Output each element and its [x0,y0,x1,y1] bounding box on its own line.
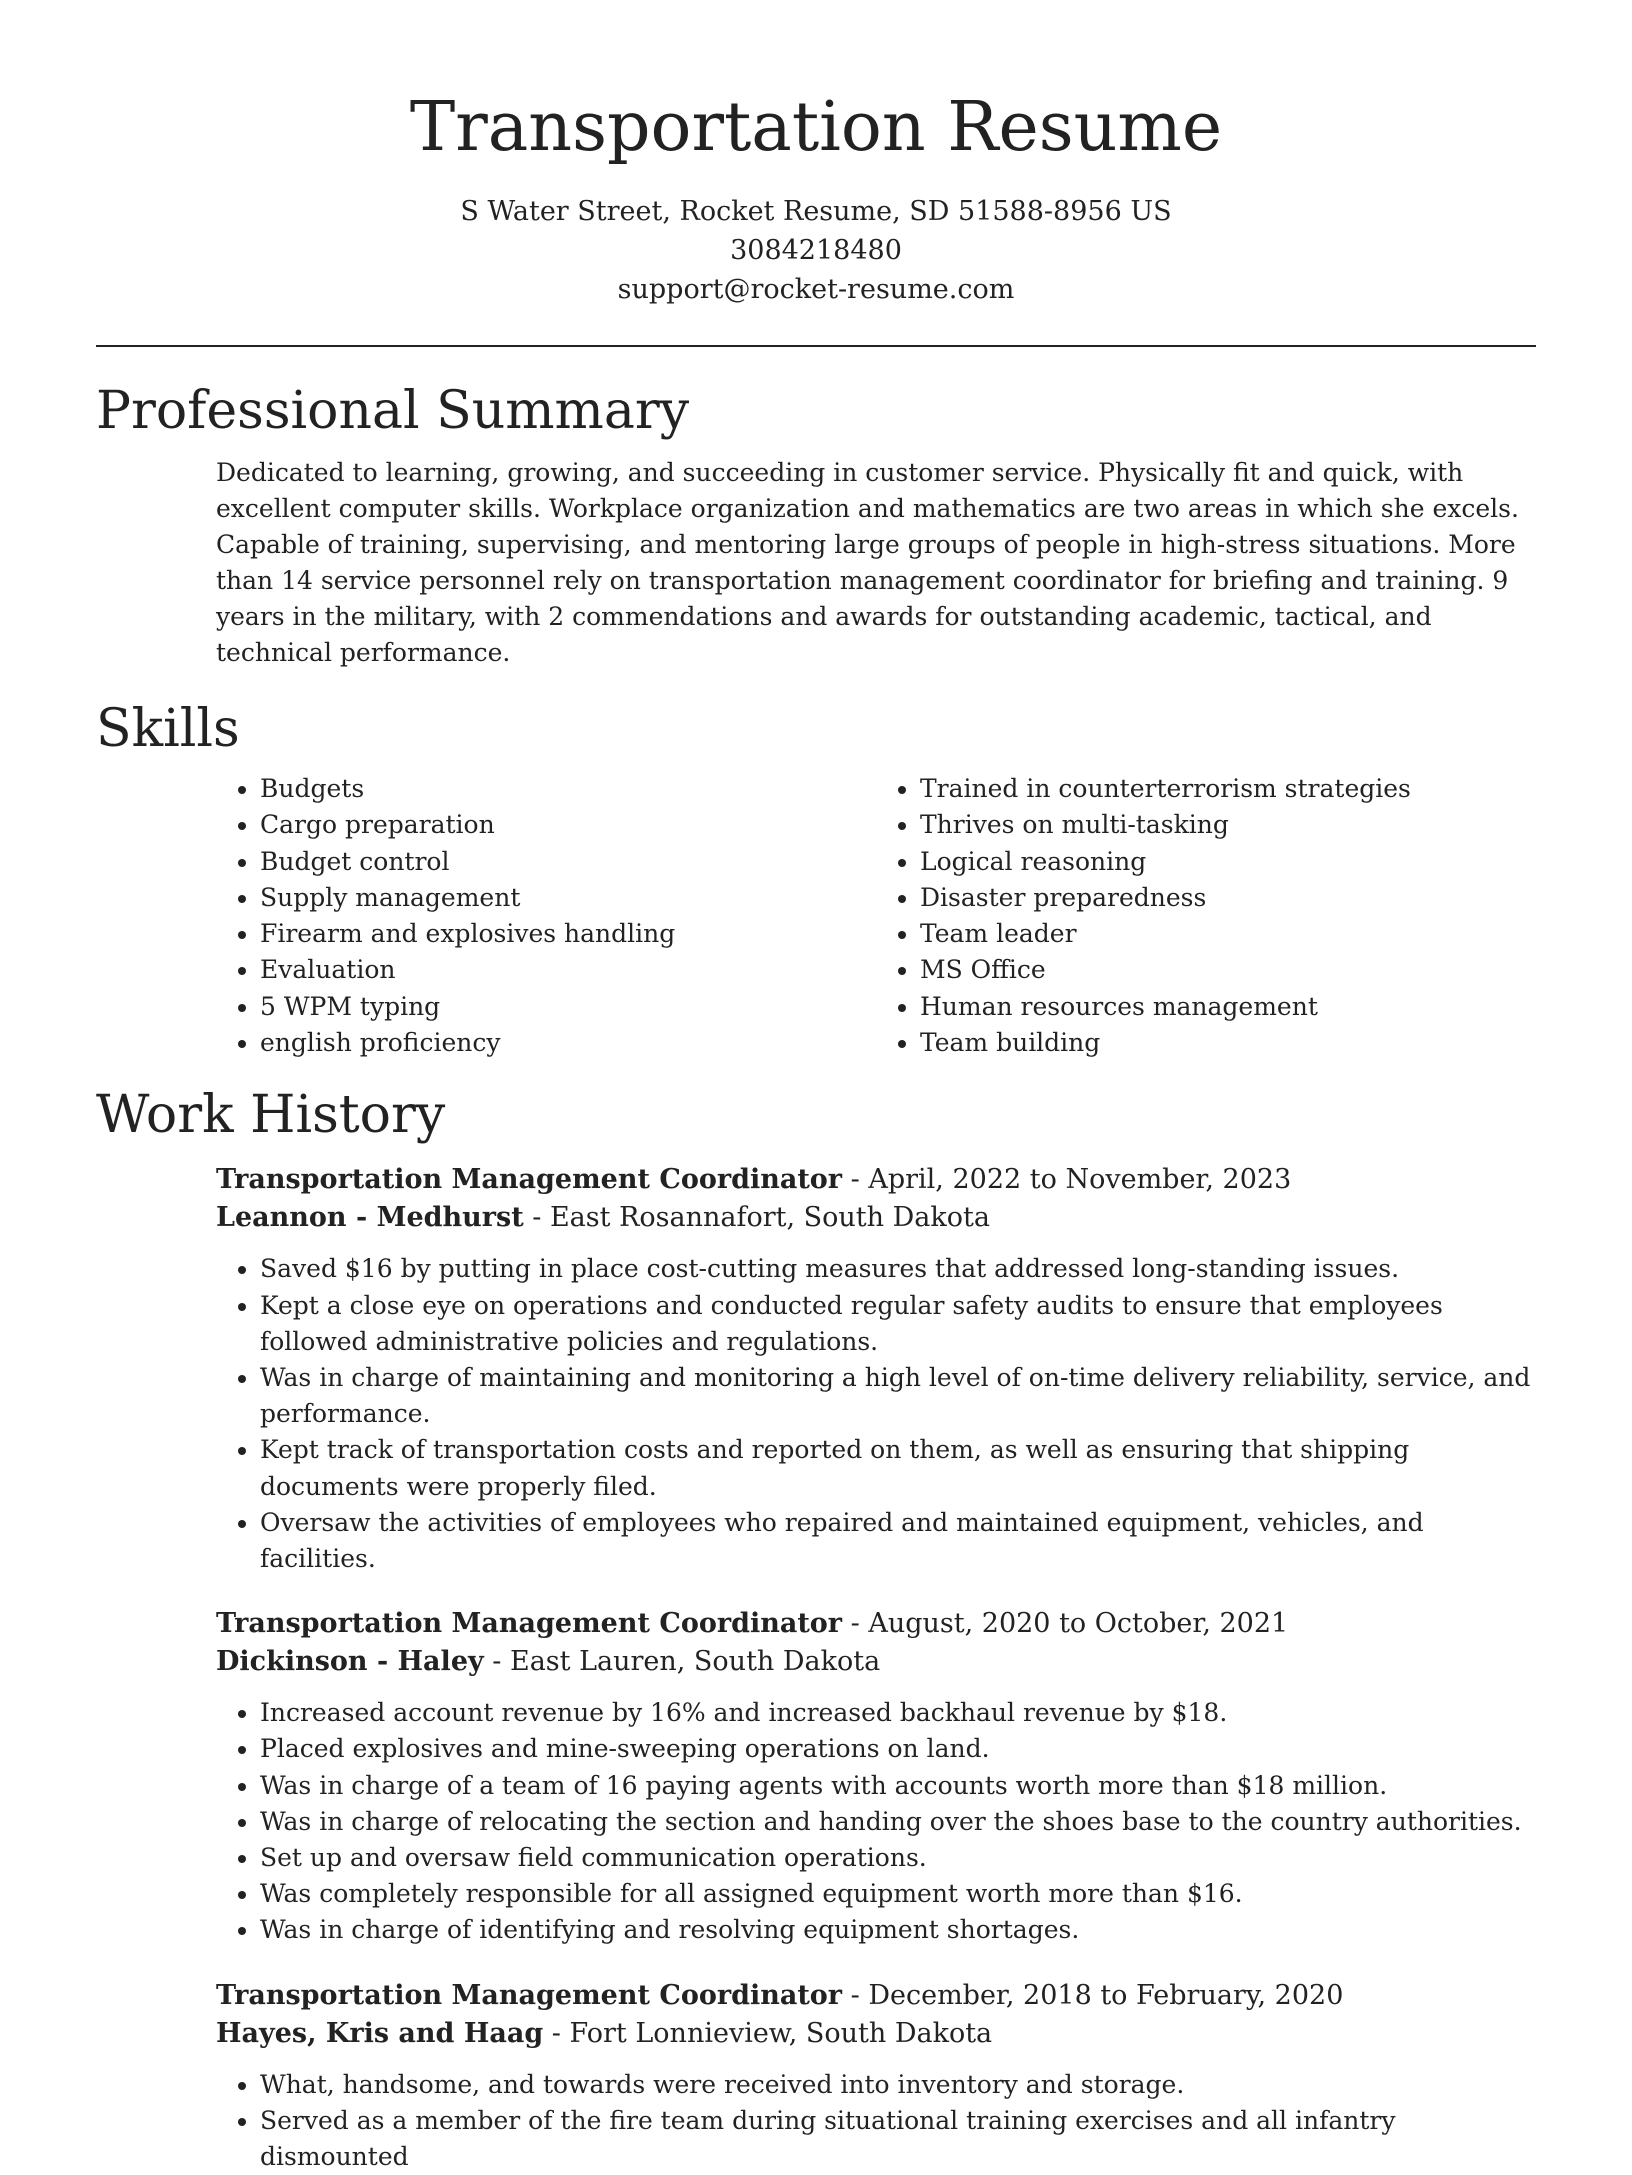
skill-item: • Disaster preparedness [920,880,1536,916]
skill-item: • Supply management [260,880,876,916]
job-bullet: • Was completely responsible for all assigned equipment worth more than $16. [260,1876,1536,1912]
skill-item: • Firearm and explosives handling [260,916,876,952]
job-dates: December, 2018 to February, 2020 [868,1979,1344,2011]
skill-item: • Budget control [260,844,876,880]
contact-block [96,192,1536,309]
job-bullet: • Kept track of transportation costs and reported on them, as well as ensuring that shipping documents were properly filed. [260,1432,1536,1504]
skill-item: • Logical reasoning [920,844,1536,880]
skill-item: • Budgets [260,771,876,807]
contact-phone: 3084218480 [730,235,902,266]
job-title: Transportation Management Coordinator [216,1979,843,2011]
job-bullet: • Kept a close eye on operations and conducted regular safety audits to ensure that employees followed administrative policies and regulations. [260,1288,1536,1360]
job-title-line: Transportation Management Coordinator - December, 2018 to February, 2020 [216,1979,1344,2011]
skill-item: • Trained in counterterrorism strategies [920,771,1536,807]
job-bullets [216,2067,1536,2175]
job-bullet: • Placed explosives and mine-sweeping operations on land. [260,1731,1536,1767]
professional-summary-section [96,379,1536,671]
job-bullet: • Served as a member of the fire team during situational training exercises and all infantry dismounted [260,2103,1536,2175]
header-divider [96,345,1536,347]
skill-item: • Team leader [920,916,1536,952]
job-bullet: • Saved $16 by putting in place cost-cutting measures that addressed long-standing issues. [260,1251,1536,1287]
summary-text: Dedicated to learning, growing, and succeeding in customer service. Physically fit and quick, with excellent computer skills. Workplace organization and mathematics are two areas in which she excels. Capable of training, supervising, and mentoring large groups of people in high-stress situations. More than 14 service personnel rely on transportation management coordinator for briefing and training. 9 years in the military, with 2 commendations and awards for outstanding academic, tactical, and technical performance. [216,458,1519,667]
resume-title: Transportation Resume [409,88,1223,167]
skills-heading: Skills [96,699,240,759]
job-company-line: Hayes, Kris and Haag - Fort Lonnieview, South Dakota [216,2017,993,2049]
resume-header [96,0,1536,309]
job-bullet: • Was in charge of relocating the section and handing over the shoes base to the country authorities. [260,1804,1536,1840]
skills-section [96,697,1536,1061]
work-history-heading: Work History [96,1085,446,1146]
job-title: Transportation Management Coordinator [216,1164,843,1196]
skill-item: • Cargo preparation [260,807,876,843]
skill-item: • Team building [920,1025,1536,1061]
job-dates: April, 2022 to November, 2023 [868,1164,1292,1196]
skill-item: • Human resources management [920,989,1536,1025]
skills-grid [216,771,1536,1061]
skill-item: • 5 WPM typing [260,989,876,1025]
job-bullet: • Set up and oversaw field communication operations. [260,1840,1536,1876]
job-entry [216,1161,1536,1577]
job-bullet: • What, handsome, and towards were received into inventory and storage. [260,2067,1536,2103]
job-company: Hayes, Kris and Haag [216,2017,544,2049]
skill-item: • english proficiency [260,1025,876,1061]
job-dates: August, 2020 to October, 2021 [868,1608,1289,1640]
job-bullet: • Increased account revenue by 16% and increased backhaul revenue by $18. [260,1695,1536,1731]
job-bullet: • Was in charge of identifying and resolving equipment shortages. [260,1912,1536,1948]
job-bullet: • Was in charge of maintaining and monitoring a high level of on-time delivery reliability, service, and performance. [260,1360,1536,1432]
job-location: East Rosannafort, South Dakota [549,1202,990,1234]
job-location: East Lauren, South Dakota [509,1646,881,1678]
skill-item: • Evaluation [260,952,876,988]
job-company-line: Dickinson - Haley - East Lauren, South Dakota [216,1646,881,1678]
job-bullets [216,1695,1536,1948]
work-history-section [96,1083,1536,2175]
summary-heading: Professional Summary [96,381,690,441]
job-location: Fort Lonnieview, South Dakota [569,2017,993,2049]
job-entry [216,1605,1536,1948]
skills-list-left [216,771,876,1061]
skill-item: • MS Office [920,952,1536,988]
job-bullets [216,1251,1536,1577]
job-company-line: Leannon - Medhurst - East Rosannafort, South Dakota [216,1202,990,1234]
job-bullet: • Was in charge of a team of 16 paying agents with accounts worth more than $18 million. [260,1768,1536,1804]
skills-list-right [876,771,1536,1061]
job-title-line: Transportation Management Coordinator - August, 2020 to October, 2021 [216,1608,1289,1640]
job-entry [216,1977,1536,2175]
job-company: Dickinson - Haley [216,1646,484,1678]
job-company: Leannon - Medhurst [216,1202,524,1234]
job-title: Transportation Management Coordinator [216,1608,843,1640]
job-bullet: • Oversaw the activities of employees who repaired and maintained equipment, vehicles, and facilities. [260,1505,1536,1577]
contact-address: S Water Street, Rocket Resume, SD 51588-8956 US [460,196,1172,227]
contact-email: support@rocket-resume.com [617,274,1015,305]
job-title-line: Transportation Management Coordinator - April, 2022 to November, 2023 [216,1164,1292,1196]
skill-item: • Thrives on multi-tasking [920,807,1536,843]
